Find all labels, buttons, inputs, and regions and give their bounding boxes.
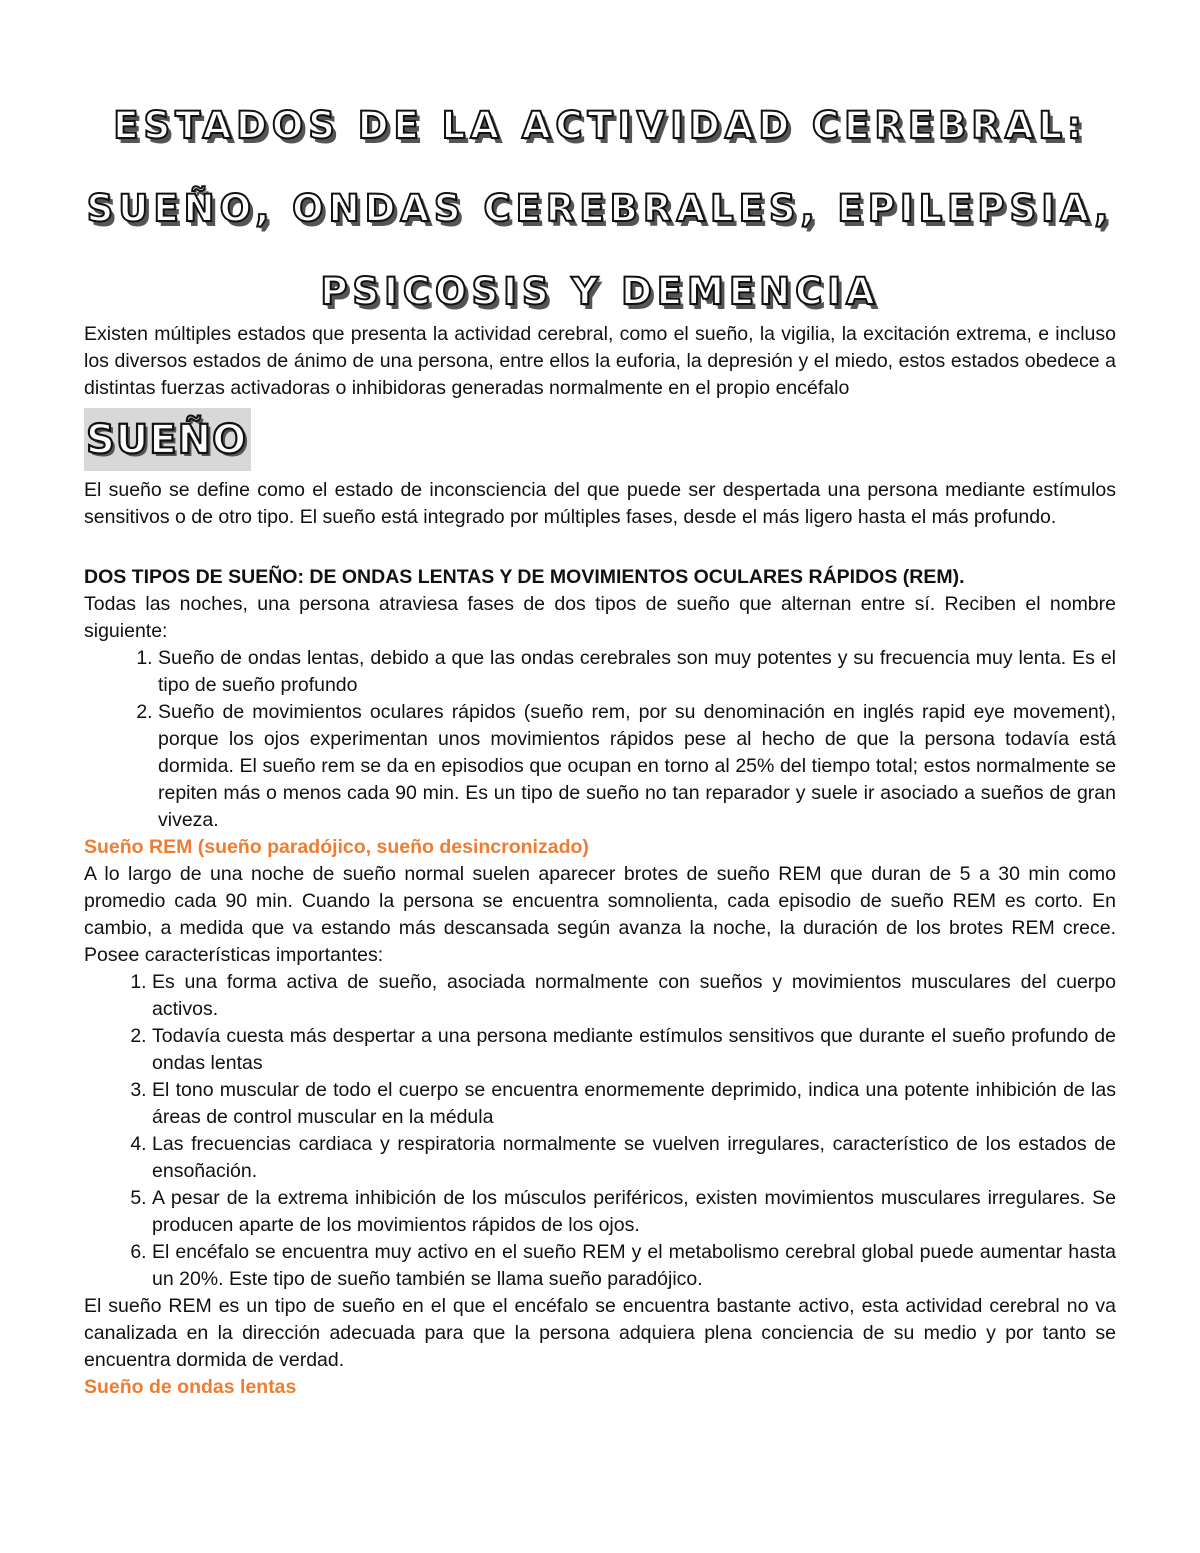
rem-heading: Sueño REM (sueño paradójico, sueño desincronizado) <box>84 836 589 858</box>
rem-closing-paragraph: El sueño REM es un tipo de sueño en el que el encéfalo se encuentra bastante activo, esta actividad cerebral no va canalizada en la dirección adecuada para que la persona adquiera plena conciencia de su medio y por tanto se encuentra dormida de verdad. <box>84 1295 1116 1371</box>
rem-characteristics-list <box>84 969 1116 1293</box>
rem-paragraph: A lo largo de una noche de sueño normal suelen aparecer brotes de sueño REM que duran de 5 a 30 min como promedio cada 90 min. Cuando la persona se encuentra somnolienta, cada episodio de sueño REM es corto. En cambio, a medida que va estando más descansada según avanza la noche, la duración de los brotes REM crece. Posee características importantes: <box>84 863 1116 966</box>
tipos-list <box>84 645 1116 834</box>
tipos-heading: DOS TIPOS DE SUEÑO: DE ONDAS LENTAS Y DE MOVIMIENTOS OCULARES RÁPIDOS (REM). <box>84 566 965 588</box>
list-item: 5. A pesar de la extrema inhibición de los músculos periféricos, existen movimientos musculares irregulares. Se producen aparte de los movimientos rápidos de los ojos. <box>152 1185 1116 1239</box>
document-page <box>84 84 1116 1401</box>
list-item: 1. Sueño de ondas lentas, debido a que las ondas cerebrales son muy potentes y su frecuencia muy lenta. Es el tipo de sueño profundo <box>158 645 1116 699</box>
intro-paragraph: Existen múltiples estados que presenta la actividad cerebral, como el sueño, la vigilia, la excitación extrema, e incluso los diversos estados de ánimo de una persona, entre ellos la euforia, la depresión y el miedo, estos estados obedece a distintas fuerzas activadoras o inhibidoras generadas normalmente en el propio encéfalo <box>84 323 1116 399</box>
document-title: ESTADOS DE LA ACTIVIDAD CEREBRAL: SUEÑO, ONDAS CEREBRALES, EPILEPSIA, PSICOSIS Y DEMENCIA <box>86 104 1114 313</box>
sueno-definition: El sueño se define como el estado de inconsciencia del que puede ser despertada una persona mediante estímulos sensitivos o de otro tipo. El sueño está integrado por múltiples fases, desde el más ligero hasta el más profundo. <box>84 479 1116 528</box>
sueno-heading: SUEÑO <box>84 408 251 471</box>
list-item: 1. Es una forma activa de sueño, asociada normalmente con sueños y movimientos musculares del cuerpo activos. <box>152 969 1116 1023</box>
tipos-paragraph: Todas las noches, una persona atraviesa fases de dos tipos de sueño que alternan entre sí. Reciben el nombre siguiente: <box>84 593 1116 642</box>
ondas-lentas-heading: Sueño de ondas lentas <box>84 1376 297 1398</box>
list-item: 4. Las frecuencias cardiaca y respiratoria normalmente se vuelven irregulares, característico de los estados de ensoñación. <box>152 1131 1116 1185</box>
list-item: 2. Sueño de movimientos oculares rápidos (sueño rem, por su denominación en inglés rapid eye movement), porque los ojos experimentan unos movimientos rápidos pese al hecho de que la persona todavía está dormida. El sueño rem se da en episodios que ocupan en torno al 25% del tiempo total; estos normalmente se repiten más o menos cada 90 min. Es un tipo de sueño no tan reparador y suele ir asociado a sueños de gran viveza. <box>158 699 1116 834</box>
list-item: 2. Todavía cuesta más despertar a una persona mediante estímulos sensitivos que durante el sueño profundo de ondas lentas <box>152 1023 1116 1077</box>
list-item: 6. El encéfalo se encuentra muy activo en el sueño REM y el metabolismo cerebral global puede aumentar hasta un 20%. Este tipo de sueño también se llama sueño paradójico. <box>152 1239 1116 1293</box>
list-item: 3. El tono muscular de todo el cuerpo se encuentra enormemente deprimido, indica una potente inhibición de las áreas de control muscular en la médula <box>152 1077 1116 1131</box>
